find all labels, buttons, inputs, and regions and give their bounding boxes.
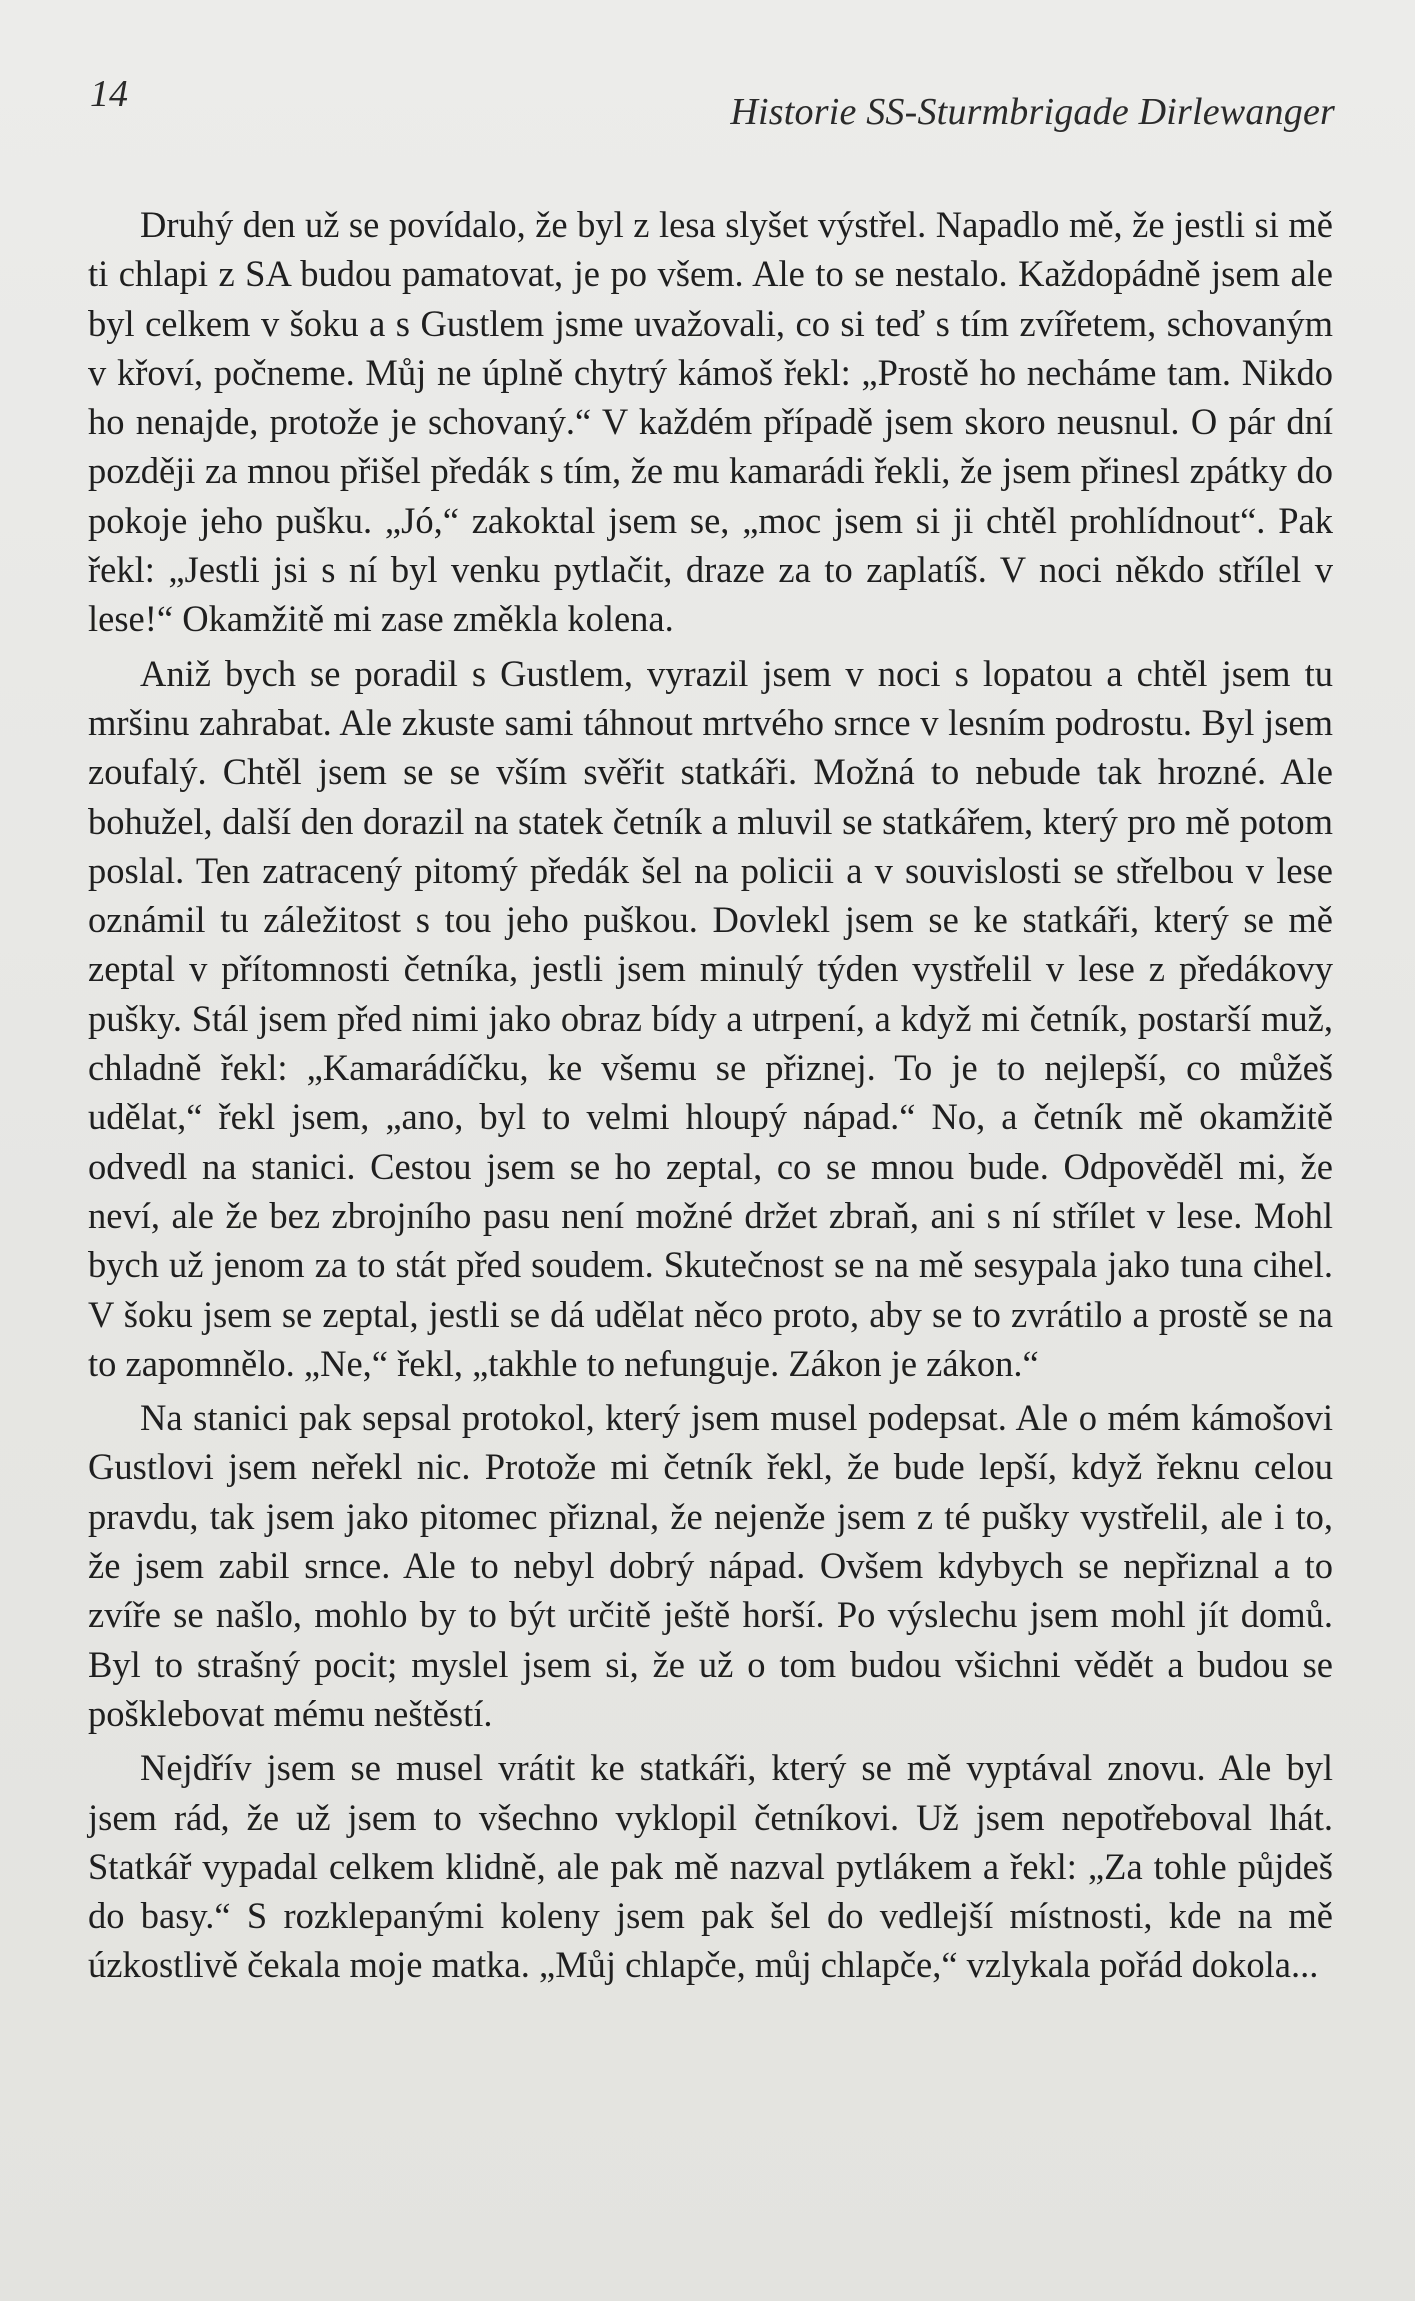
paragraph: Na stanici pak sepsal protokol, který jsem musel podepsat. Ale o mém kámošovi Gustlovi jsem neřekl nic. Protože mi četník řekl, že bude lepší, když řeknu celou pravdu, tak jsem jako pitomec přiznal, že nejenže jsem z té pušky vystřelil, ale i to, že jsem zabil srnce. Ale to nebyl dobrý nápad. Ovšem kdybych se nepřiznal a to zvíře se našlo, mohlo by to být určitě ještě horší. Po výslechu jsem mohl jít domů. Byl to strašný pocit; myslel jsem si, že už o tom budou všichni vědět a budou se pošklebovat mému neštěstí. xyxy=(88,1397,1333,1734)
book-title: Historie SS-Sturmbrigade Dirlewanger xyxy=(730,91,1335,133)
paragraph: Aniž bych se poradil s Gustlem, vyrazil jsem v noci s lopatou a chtěl jsem tu mršinu zahrabat. Ale zkuste sami táhnout mrtvého srnce v lesním podrostu. Byl jsem zoufalý. Chtěl jsem se se vším svěřit statkáři. Možná to nebude tak hrozné. Ale bohužel, další den dorazil na statek četník a mluvil se statkářem, který pro mě potom poslal. Ten zatracený pitomý předák šel na policii a v souvislosti se střelbou v lese oznámil tu záležitost s tou jeho puškou. Dovlekl jsem se ke statkáři, který se mě zeptal v přítomnosti četníka, jestli jsem minulý týden vystřelil v lese z předákovy pušky. Stál jsem před nimi jako obraz bídy a utrpení, a když mi četník, postarší muž, chladně řekl: „Kamarádíčku, ke všemu se přiznej. To je to nejlepší, co můžeš udělat,“ řekl jsem, „ano, byl to velmi hloupý nápad.“ No, a četník mě okamžitě odvedl na stanici. Cestou jsem se ho zeptal, co se mnou bude. Odpověděl mi, že neví, ale že bez zbrojního pasu není možné držet zbraň, ani s ní střílet v lese. Mohl bych už jenom za to stát před soudem. Skutečnost se na mě sesypala jako tuna cihel. V šoku jsem se zeptal, jestli se dá udělat něco proto, aby se to zvrátilo a prostě se na to zapomnělo. „Ne,“ řekl, „takhle to nefunguje. Zákon je zákon.“ xyxy=(88,652,1333,1384)
running-head xyxy=(90,72,1335,132)
paragraph: Nejdřív jsem se musel vrátit ke statkáři, který se mě vyptával znovu. Ale byl jsem rád, že už jsem to všechno vyklopil četníkovi. Už jsem nepotřeboval lhát. Statkář vypadal celkem klidně, ale pak mě nazval pytlákem a řekl: „Za tohle půjdeš do basy.“ S rozklepanými koleny jsem pak šel do vedlejší místnosti, kde na mě úzkostlivě čekala moje matka. „Můj chlapče, můj chlapče,“ vzlykala pořád dokola... xyxy=(88,1747,1333,1986)
paragraph: Druhý den už se povídalo, že byl z lesa slyšet výstřel. Napadlo mě, že jestli si mě ti chlapi z SA budou pamatovat, je po všem. Ale to se nestalo. Každopádně jsem ale byl celkem v šoku a s Gustlem jsme uvažovali, co si teď s tím zvířetem, schovaným v křoví, počneme. Můj ne úplně chytrý kámoš řekl: „Prostě ho necháme tam. Nikdo ho nenajde, protože je schovaný.“ V každém případě jsem skoro neusnul. O pár dní později za mnou přišel předák s tím, že mu kamarádi řekli, že jsem přinesl zpátky do pokoje jeho pušku. „Jó,“ zakoktal jsem se, „moc jsem si ji chtěl prohlídnout“. Pak řekl: „Jestli jsi s ní byl venku pytlačit, draze za to zaplatíš. V noci někdo střílel v lese!“ Okamžitě mi zase změkla kolena. xyxy=(88,204,1333,640)
body-text xyxy=(88,200,1333,1990)
page-number: 14 xyxy=(90,73,128,115)
